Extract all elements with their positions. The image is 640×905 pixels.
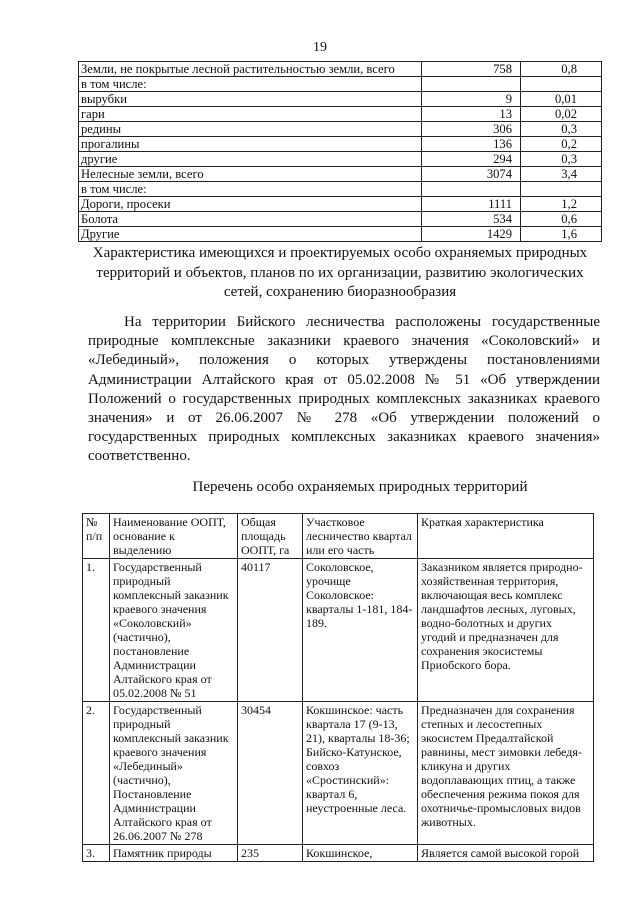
cell-area: 235 bbox=[238, 845, 303, 862]
header-name: Наименование ООПТ, основание к выделению bbox=[110, 514, 238, 559]
row-label: в том числе: bbox=[79, 182, 422, 197]
section-heading: Характеристика имеющихся и проектируемых особо охраняемых природных территорий и объектов, планов по их организации, развитию экологических сетей, сохранению биоразнообразия bbox=[92, 245, 588, 300]
protected-areas-table bbox=[82, 513, 594, 862]
table-row bbox=[83, 559, 594, 702]
row-area: 758 bbox=[422, 62, 521, 77]
row-percent: 0,3 bbox=[521, 122, 602, 137]
row-percent bbox=[521, 182, 602, 197]
table-row bbox=[79, 77, 602, 92]
cell-location: Соколовское, урочище Соколовское: кварталы 1-181, 184-189. bbox=[303, 559, 418, 702]
row-label: прогалины bbox=[79, 137, 422, 152]
row-percent: 0,2 bbox=[521, 137, 602, 152]
row-area: 9 bbox=[422, 92, 521, 107]
row-label: Болота bbox=[79, 212, 422, 227]
table-row bbox=[79, 212, 602, 227]
row-area: 534 bbox=[422, 212, 521, 227]
header-location: Участковое лесничество квартал или его часть bbox=[303, 514, 418, 559]
row-percent: 1,6 bbox=[521, 227, 602, 242]
cell-name: Памятник природы bbox=[110, 845, 238, 862]
table-row bbox=[79, 122, 602, 137]
row-label: Дороги, просеки bbox=[79, 197, 422, 212]
table-row bbox=[79, 167, 602, 182]
cell-location: Кокшинское, bbox=[303, 845, 418, 862]
row-area: 3074 bbox=[422, 167, 521, 182]
row-label: в том числе: bbox=[79, 77, 422, 92]
cell-name: Государственный природный комплексный заказник краевого значения «Лебединый» (частично), Постановление Администрации Алтайского края от 26.06.2007 № 278 bbox=[110, 702, 238, 845]
table-row bbox=[79, 197, 602, 212]
row-area bbox=[422, 77, 521, 92]
row-label: Земли, не покрытые лесной растительностью земли, всего bbox=[79, 62, 422, 77]
cell-description: Заказником является природно-хозяйственная территория, включающая весь комплекс ландшафтов лесных, луговых, водно-болотных и других угодий и предназначен для сохранения экосистемы Приобского бора. bbox=[418, 559, 594, 702]
cell-num: 3. bbox=[83, 845, 110, 862]
table-header-row bbox=[83, 514, 594, 559]
row-percent bbox=[521, 77, 602, 92]
table-row bbox=[79, 152, 602, 167]
row-label: вырубки bbox=[79, 92, 422, 107]
cell-name: Государственный природный комплексный заказник краевого значения «Соколовский» (частично), постановление Администрации Алтайского края от 05.02.2008 № 51 bbox=[110, 559, 238, 702]
row-label: редины bbox=[79, 122, 422, 137]
row-percent: 0,02 bbox=[521, 107, 602, 122]
cell-area: 40117 bbox=[238, 559, 303, 702]
table-row bbox=[79, 92, 602, 107]
header-area: Общая площадь ООПТ, га bbox=[238, 514, 303, 559]
row-percent: 0,6 bbox=[521, 212, 602, 227]
table-row bbox=[79, 62, 602, 77]
row-area: 1429 bbox=[422, 227, 521, 242]
cell-location: Кокшинское: часть квартала 17 (9-13, 21), кварталы 18-36; Бийско-Катунское, совхоз «Сростинский»: квартал 6, неустроенные леса. bbox=[303, 702, 418, 845]
cell-area: 30454 bbox=[238, 702, 303, 845]
row-percent: 0,01 bbox=[521, 92, 602, 107]
table-caption: Перечень особо охраняемых природных территорий bbox=[192, 479, 528, 495]
table-row bbox=[79, 227, 602, 242]
table-row bbox=[83, 702, 594, 845]
row-area: 13 bbox=[422, 107, 521, 122]
row-label: Нелесные земли, всего bbox=[79, 167, 422, 182]
row-area: 1111 bbox=[422, 197, 521, 212]
row-percent: 0,3 bbox=[521, 152, 602, 167]
table-row bbox=[79, 107, 602, 122]
page-number: 19 bbox=[313, 40, 327, 55]
row-area: 294 bbox=[422, 152, 521, 167]
table-row bbox=[79, 137, 602, 152]
row-percent: 0,8 bbox=[521, 62, 602, 77]
land-area-table bbox=[78, 61, 602, 242]
body-paragraph: На территории Бийского лесничества расположены государственные природные комплексные заказники краевого значения «Соколовский» и «Лебединый», положения о которых утверждены постановлениями Администрации Алтайского края от 05.02.2008 № 51 «Об утверждении Положений о государственных природных комплексных заказниках краевого значения» и от 26.06.2007 № 278 «Об утверждении положений о государственных природных комплексных заказниках краевого значения» соответственно. bbox=[88, 314, 600, 465]
header-description: Краткая характеристика bbox=[418, 514, 594, 559]
cell-description: Является самой высокой горой bbox=[418, 845, 594, 862]
row-percent: 3,4 bbox=[521, 167, 602, 182]
row-percent: 1,2 bbox=[521, 197, 602, 212]
cell-num: 2. bbox=[83, 702, 110, 845]
cell-description: Предназначен для сохранения степных и лесостепных экосистем Предалтайской равнины, мест зимовки лебедя-кликуна и других водоплавающих птиц, а также обеспечения режима покоя для охотничье-промысловых видов животных. bbox=[418, 702, 594, 845]
row-label: гари bbox=[79, 107, 422, 122]
table-row bbox=[83, 845, 594, 862]
header-num: № п/п bbox=[83, 514, 110, 559]
row-label: другие bbox=[79, 152, 422, 167]
row-area: 306 bbox=[422, 122, 521, 137]
row-area bbox=[422, 182, 521, 197]
cell-num: 1. bbox=[83, 559, 110, 702]
table-row bbox=[79, 182, 602, 197]
row-area: 136 bbox=[422, 137, 521, 152]
row-label: Другие bbox=[79, 227, 422, 242]
